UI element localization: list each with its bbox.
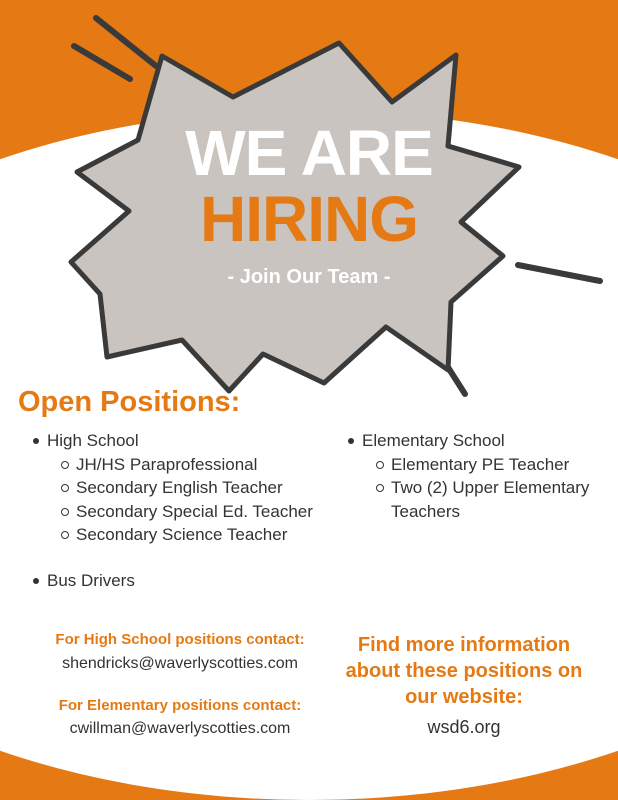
elementary-list [348,429,608,523]
elementary-label: Elementary School [362,431,505,450]
list-item: Elementary PE Teacher [376,453,608,477]
elementary-contact-email[interactable]: cwillman@waverlyscotties.com [69,720,291,737]
list-item: Secondary Special Ed. Teacher [61,500,353,524]
headline-hiring: HIRING [200,183,418,255]
high-school-contact-email[interactable]: shendricks@waverlyscotties.com [62,655,298,672]
bus-driver-list [33,569,135,593]
list-item [348,429,608,523]
list-item: Bus Drivers [33,569,135,593]
open-positions-heading: Open Positions: [18,386,241,418]
website-prompt: Find more information about these positions on our website: [345,634,583,708]
list-item: Secondary Science Teacher [61,523,353,547]
tagline: - Join Our Team - [227,266,391,288]
website-link[interactable]: wsd6.org [427,717,501,737]
high-school-label: High School [47,431,139,450]
high-school-list [33,429,353,547]
elementary-positions [362,453,608,524]
list-item [33,429,353,547]
high-school-contact-heading: For High School positions contact: [55,631,305,648]
list-item: JH/HS Paraprofessional [61,453,353,477]
headline-we-are: WE ARE [185,117,433,189]
high-school-positions [47,453,353,547]
list-item: Two (2) Upper Elementary Teachers [376,476,608,523]
elementary-contact-heading: For Elementary positions contact: [58,697,302,714]
list-item: Secondary English Teacher [61,476,353,500]
